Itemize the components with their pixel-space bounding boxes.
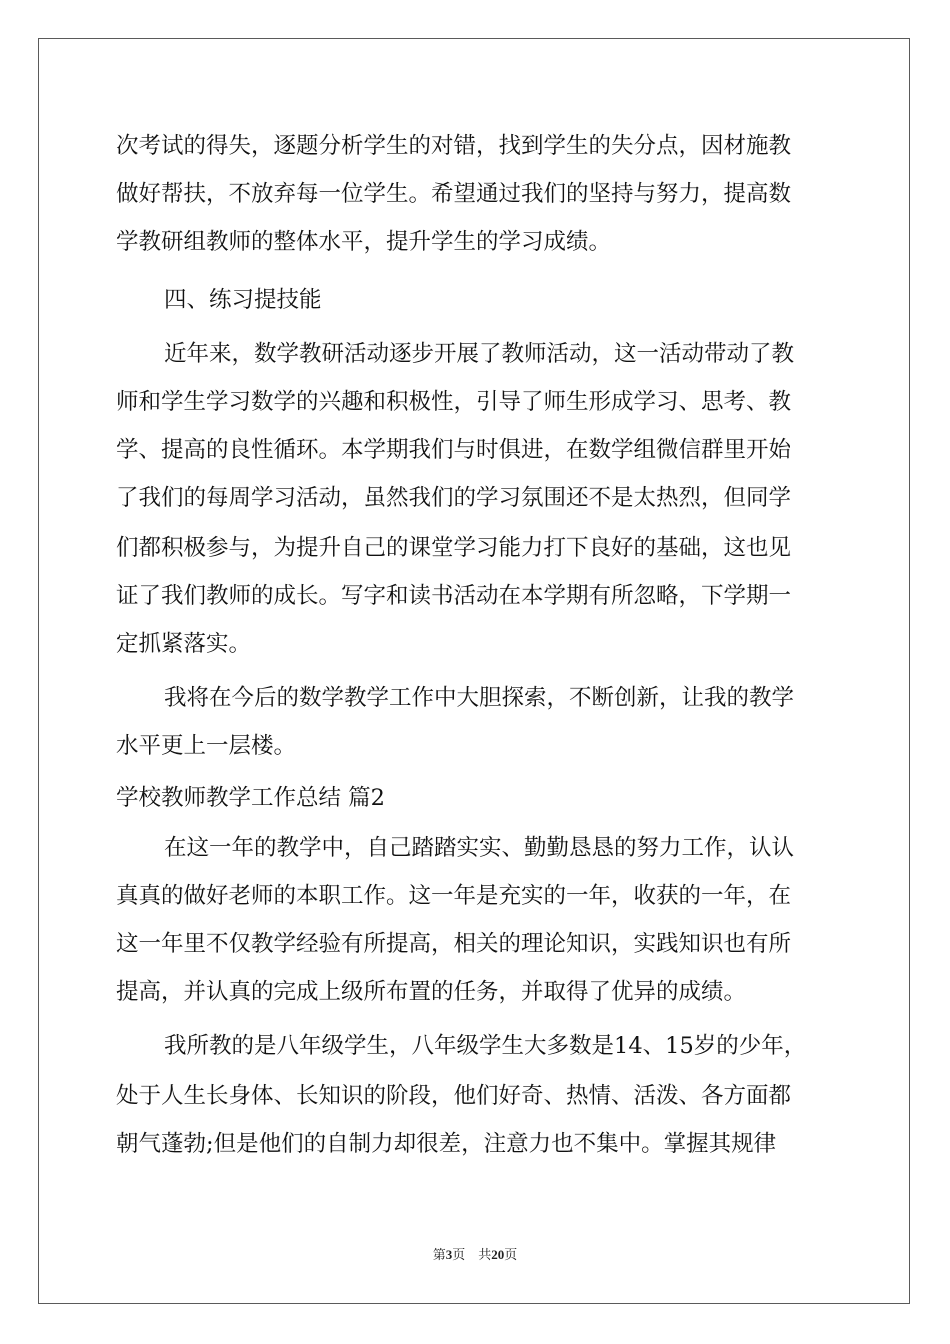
text-line: 水平更上一层楼。 (116, 733, 297, 759)
text-line: 学、提高的良性循环。本学期我们与时俱进，在数学组微信群里开始 (116, 437, 792, 463)
page-number: 3 (445, 1247, 453, 1262)
text-line: 我所教的是八年级学生，八年级学生大多数是14、15岁的少年， (164, 1033, 807, 1059)
page-footer (0, 1244, 950, 1263)
text-line: 处于人生长身体、长知识的阶段，他们好奇、热情、活泼、各方面都 (116, 1083, 792, 1109)
article-title: 学校教师教学工作总结 篇2 (116, 785, 385, 811)
text-line: 真真的做好老师的本职工作。这一年是充实的一年，收获的一年，在 (116, 883, 792, 909)
text-line: 定抓紧落实。 (116, 631, 252, 657)
total-suffix: 页 (504, 1247, 518, 1262)
text-line: 这一年里不仅教学经验有所提高，相关的理论知识，实践知识也有所 (116, 931, 792, 957)
text-line: 学教研组教师的整体水平，提升学生的学习成绩。 (116, 229, 612, 255)
page-suffix: 页 (452, 1247, 466, 1262)
page-prefix: 第 (432, 1247, 446, 1262)
text-line: 次考试的得失，逐题分析学生的对错，找到学生的失分点，因材施教 (116, 133, 792, 159)
text-line: 们都积极参与，为提升自己的课堂学习能力打下良好的基础，这也见 (116, 535, 792, 561)
text-line: 我将在今后的数学教学工作中大胆探索，不断创新，让我的教学 (164, 685, 795, 711)
text-line: 师和学生学习数学的兴趣和积极性，引导了师生形成学习、思考、教 (116, 389, 792, 415)
text-line: 在这一年的教学中，自己踏踏实实、勤勤恳恳的努力工作，认认 (164, 835, 795, 861)
total-pages: 20 (491, 1247, 505, 1262)
text-line: 证了我们教师的成长。写字和读书活动在本学期有所忽略，下学期一 (116, 583, 792, 609)
text-line: 近年来，数学教研活动逐步开展了教师活动，这一活动带动了教 (164, 341, 795, 367)
text-line: 提高，并认真的完成上级所布置的任务，并取得了优异的成绩。 (116, 979, 747, 1005)
total-prefix: 共 (478, 1247, 492, 1262)
text-line: 朝气蓬勃;但是他们的自制力却很差，注意力也不集中。掌握其规律 (116, 1131, 777, 1157)
text-line: 做好帮扶，不放弃每一位学生。希望通过我们的坚持与努力，提高数 (116, 181, 792, 207)
text-line: 了我们的每周学习活动，虽然我们的学习氛围还不是太热烈，但同学 (116, 485, 792, 511)
section-heading: 四、练习提技能 (164, 287, 322, 313)
